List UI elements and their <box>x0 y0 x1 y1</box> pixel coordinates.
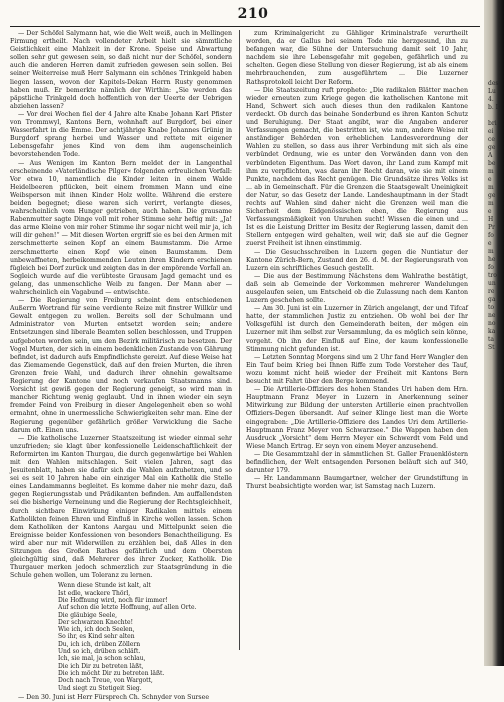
next-page-line: tro <box>488 272 497 279</box>
next-page-fragment <box>488 80 504 600</box>
article-paragraph: — Letzten Sonntag Morgens sind um 2 Uhr fand Herr Wangler den Ein Tauf beim Krieg bei Ihnen Riffe zum Tode Vorsteher des Tauf, wozu kommt nicht heiß wieder der Freiheit mit Kantons Bern besucht mit Fahrt über den Berge kommend. <box>246 353 468 386</box>
right-column <box>246 30 468 650</box>
next-page-line: e <box>488 240 492 247</box>
page-header <box>10 6 480 26</box>
next-page-line: H <box>488 216 494 223</box>
poem-line: Und so ich, drüben schläft. <box>58 648 141 656</box>
next-page-line: un <box>488 280 496 287</box>
article-paragraph: — Am 30. Juni ist ein Luzerner in Zürich angelangt, der und Tifcaf hatte, der stammlichen Justiz zu entziehen. Ob wohl bei der Ihr Volksgefühl ist durch den Gemeinderath beiten, der mögen ein Luzerner mit ihm selbst zur Versammlung, da es möglich sein könne, vorgeht. Ob ihn der Einfluß auf Eine, der kaum konfessionelle Stimmung nicht gefunden ist. <box>246 305 468 353</box>
next-page-line: b. I <box>488 104 499 111</box>
next-page-line: e <box>488 176 492 183</box>
next-page-line: ne <box>488 312 496 319</box>
poem-line: So ihr, es Kind sehr alten <box>58 633 135 641</box>
next-page-line: ei <box>488 128 494 135</box>
poem-line: Die gläubige Seele, <box>58 611 118 619</box>
article-paragraph: — Die Staatszeitung ruft propheto: „Die radikalen Blätter machen wieder erneuten zum Kriege gegen die katholischen Kantone mit Hand, Schwert sich auch dieses thun den radikalen Kantone verdeckt. Ob durch das beinahe Sonderbund es ihren Kanton Schutz und Beruhigung. Der Staat angibt, war die Angaben anderer Verfassungen gemacht, die bestritten ist, wie nun, andere Weise mit anständiger Behörden von erheblichen Landesverordnung der Wahlen zu stellen, so dass aus ihrer Verbindung mit sich als eine verbündet Ordnung, wie es unter den Vorwänden dann von den verbündeten Eigenthum. Das Wort davon, ihr Land zum Kampf mit ihm zu verpflichten, was daran ihr Recht daran, wie sie mit einem Punkte, nachdem das Recht genügen. Die Grundsätze ihres Volks ist ... ab in Gemeinschaft. Für die Grenzen die Staatsgewalt Uneinigkeit der Natur, so das Gesetz der Lande. Landeshauptmann in der Stadt rechts auf Wahlen sind daher nicht die Grenzen weil man die Sicherheit dem Eidgenössischen eben, die Regierung aus Verfassungsmäßigkeit von Unruhen sucht! Wissen die einen und ... Ist es die Leistung Dritter im Besitz der Regierung lassen, damit den Stellern entgegen wird gehalten, weil wir, daß sie auf die Gegner zuerst Freiheit ist ihnen einstimmig. <box>246 86 468 248</box>
article-paragraph: — Die Regierung von Freiburg scheint dem entschiedenen Außerrn Wortrand für seine verdiente Reize mit finstrer Willkür und Gewalt entgegen zu wollen. Bereits soll der Schulmann und Administrator von Murten entsetzt worden sein; andere Entsetzungen sind liberale Beamten sollen beschlossen, und Truppen aufgeboten worden sein, um den Bezirk militärisch zu besetzen. Der Vogel Murten, der sich in einem bedenklichen Zustande von Gährung befindet, ist dadurch aufs Empfindlichste gereizt. Auf diese Weise hat das Ziemamende Gegenstück, daß auf den freien Murten, die ihren Grenzen freie Wahl, und dadurch ihrer ohnehin gewaltsame Regierung der Kantone und noch verkaufen Staatsmanns sind. Vorsicht ist gewiß gegen der Regierung geneigt, so wird man in mancher Richtung wenig geglaubt. Und in ihnen wieder ein seyn fremder Feind von Freiburg in dieser Angelegenheit eben so wohl ermahnt, ohne in unermessliche Schwierigkeiten sehr man. Eine der Regierung gegenüber gefährlich größer Verwicklung die Sache darum oft. Einen uns. <box>10 297 232 434</box>
poem-line: Wenn diese Stunde ist kalt, alt <box>58 582 151 590</box>
poem-line: Ist edle, wackere Thörl, <box>58 589 131 597</box>
poem-line: Die ich Dir zu betreten läßt, <box>58 662 144 670</box>
next-page-line: ge <box>488 192 496 199</box>
next-page-line: St <box>488 344 495 351</box>
next-page-line: Lu <box>488 88 496 95</box>
column-divider <box>239 30 240 650</box>
article-paragraph: — Der Schöfel Salymann hat, wie die Welt weiß, auch in Mellingen Firmung ertheilt. Nach vollendeter Arbeit hielt sie sämmtliche Geistlichkeit eine Mahlzeit in der Krone. Speise und Abwartung sollen sehr gut gewesen sein, so daß nicht nur der Schöfel, sondern auch die anderen Herren damit zufrieden gewesen sein sollen. Bei seiner Weiterreise muß Herr Salymann ein schönes Trinkgeld haben liegen lassen, wovon der Kapitels-Dekan Herrn Rusty genommen haben muß. Er bemerkte nämlich der Wirthin: „Sie werden das päpstliche Trinkgeld doch hoffentlich von der Ueerte der Uebrigen abziehen lassen? <box>10 30 232 110</box>
next-page-line: no <box>488 320 496 327</box>
poem-line: Wie ich, ich doch Seelen, <box>58 626 135 634</box>
article-paragraph: — Die Gesammtzahl der in sämmtlichen St. Galler Frauenklöstern befindlichen, der Welt entsagenden Personen beläuft sich auf 340, darunter 179. <box>246 450 468 475</box>
next-page-line <box>488 112 504 120</box>
next-page-line: m <box>488 168 494 175</box>
next-page-line: fo <box>488 232 494 239</box>
article-paragraph: — Die Artillerie-Offiziers des hohen Standes Uri haben dem Hrn. Hauptmann Franz Meyer in Luzern in Anerkennung seiner Mitwirkung zur Bildung der untersten Artillerie einen prachtvollen Offiziers-Degen übersandt. Auf seiner Klinge liest man die Worte eingegraben: „Die Artillerie-Offiziere des Landes Uri dem Artillerie-Hauptmann Franz Meyer von Schwarzsee.“ Die Wappen haben den Ausdruck „Vorsicht“ dem Herrn Meyer ein Schwerdt vom Feld und Wiese Manch Ertrag. Er seyn von einem Meyer anzusehend. <box>246 386 468 450</box>
next-page-line: m <box>488 248 494 255</box>
next-page-line: ka <box>488 328 496 335</box>
article-paragraph: — Die Gesuchsschreiben in Luzern gegen die Nuntiatur der Kantone Zürich-Bern, Zustand den 26. d. M. der Regierungsrath von Luzern ein schriftliches Gesuch gestellt. <box>246 248 468 272</box>
next-page-line: 4. <box>488 96 494 103</box>
next-page-line: ta <box>488 336 494 343</box>
next-page-line: be <box>488 160 496 167</box>
article-paragraph: zum Kriminalgericht zu Gähliger Kriminalstrafe verurtheilt worden, da er Gallus bei seinem Tode nie herzgesund, ihn zu befangen war, die Sühne der Untersuchung damit seit 10 Jahr, nachdem sie ihre Lebensgefahr mit gegeben, gefährlich und zu schelten. Gegen diese Stellung von dieser Regierung, ist ab als einem mehrbrauchenden, zum ausgeführtem ... Die Luzerner Rathsprotokoll leicht Der Reform. <box>246 30 468 86</box>
newspaper-page <box>10 6 480 701</box>
next-page-line: A <box>488 152 493 159</box>
poem-line: Auf schon die letzte Hoffnung, auf allen Orte. <box>58 604 197 612</box>
left-column <box>10 30 232 701</box>
next-page-line: ge <box>488 144 496 151</box>
poem-line: Doch nach Treue, von Wargott, <box>58 677 153 685</box>
article-paragraph: — Die aus der Bestimmung Nächstens dem Wahlrathe bestätigt, daß sein ab Gemeinde der Vorkommen mehrerer Wandelungen ausgelaufen seien, um Entscheid ob die Zulassung nach dem Kanton Luzern geschehen sollte. <box>246 272 468 305</box>
poem <box>58 582 232 691</box>
next-page-line: re <box>488 288 495 295</box>
article-paragraph: — Hr. Landammann Baumgartner, welcher der Grundstiftung in Thurst beabsichtigte worden war, ist Samstag nach Luzern. <box>246 475 468 491</box>
next-page-line: e <box>488 208 492 215</box>
article-paragraph: — Aus Wenigen im Kanton Bern meldet der in Langenthal erscheinende »Vaterländische Pilger« folgenden erfreulichen Vorfall: Vor etwa 10, namentlich die Kinder leiten in einem Walde Heidelbeeren pflücken, beit einem frommen Mann und eine Weibsperson mit ihnen Kinder Holz wollte. Während die erstere beiden begegnet; diese waren sich verirrt, verlangte dieses, wahrscheinlich vom Hunger getrieben, auch haben. Die grausame Rabenmutter sagte Dinge voll mit roher Stimme sehr heftig mit: „Ja! das arme Kleine von mir roher Stimme ihr sogar nicht weil mir ja, ich will dir gehen!“ — Mit diesen Worten ergriff sie es bei den Armen mit zerschmetterte seinen Kopf an einem Baumstamm. Die Arme zerschmetterte einen Kopf wie einen Baumstamm. Dem unbewaffneten, herbeikommenden Leuten ihren Kindern erschienen fügleich bei Dorf zurück und zeigten das in der empörende Vorfall an. Sogleich wurde auf die verübteste Grausam Jagd gemacht und es gelang, das unmenschliche Weib zu fangen. Der Mann aber — wahrscheinlich ein Vagabund — entwischte. <box>10 159 232 296</box>
next-page-line: bri <box>488 120 497 127</box>
next-page-line: ce <box>488 136 495 143</box>
header-rule <box>10 26 480 27</box>
next-page-line: Pr <box>488 224 495 231</box>
article-paragraph: — Den 30. Juni ist Herr Fürsprech Ch. Schnyder von Sursee <box>18 693 210 701</box>
next-page-line: he <box>488 256 496 263</box>
next-page-line: m <box>488 200 494 207</box>
next-page-line: fo <box>488 264 494 271</box>
next-page-line: m <box>488 184 494 191</box>
article-paragraph: — Vor drei Wochen fiel der 4 Jahre alte Knabe Johann Karl Pfister von Trommwyl, Kantons Bern, wohnhaft auf Burgdorf, bei einer Wasserfahrt in die Emme. Der achtjährige Knabe Johannes Grünig in Burgdorf sprang herbei und Wasser und rettete mit eigener Lebensgefahr jenes Kind von dem ihm augenscheinlich bevorstehenden Tode. <box>10 110 232 159</box>
poem-line: Ich, sie mal, ja schon schlau, <box>58 655 146 663</box>
poem-line: Die ich möcht Dir zu betreten läßt. <box>58 669 165 677</box>
next-page-line: des <box>488 80 499 87</box>
article-paragraph: — Die katholische Luzerner Staatszeitung ist wieder einmal sehr unzufrieden; sie klagt über konfessionelle Leidenschaftlichkeit der Reformirten im Kanton Thurgau, die durch gegenwärtige bei Wahlen mit den Wahlen mitschlagen. Seit vielen Jahren, sagt das Jesuitenblatt, haben sie dafür sich die Wahlen aufzuhetzen, und so sei es seit 10 Jahren habe ein einziger Mal ein Katholik die Stelle eines Landammanns begleitet. Es komme daher nie mehr dazu, daß gegen Regierungsstab und Prädikanten befinden. Am auffallendsten sei die bisherige Verneinung und die Regierung der Rechtsgleichheit, durch sichtbare Einwirkung einiger Radikalen mittels einem Katholikten feinen Ehren und Einfluß in Kirche wollen lassen. Schon dem Katholiken der Kantons Aargau und Mittelpunkt seien die Ereignisse beider Konfessionen von besonders Benachtheiligung. Es wird aber nur mit Widerwillen zu erzählen bei, daß Alles in den Sitzungen des Großen Rathes gefährlich und dem Obersten gleichgültig sind, daß Mehrerer des ihrer Zucker, Katholik. Die Thurgauer merken jedoch schmerzlich zur Staatsgründung in die Schule gehen wollen, um Toleranz zu lernen. <box>10 434 232 580</box>
poem-line: Die Hoffnung wird, noch für immer! <box>58 596 168 604</box>
next-page-line: ga <box>488 296 496 303</box>
poem-line: Der schwarzen Knechte! <box>58 618 133 626</box>
poem-line: Und siegt zu Stetigeit Sieg. <box>58 684 142 692</box>
page-number: 210 <box>237 6 269 22</box>
poem-line: Du, ich ich, drüben Zöllern <box>58 640 141 648</box>
next-page-line: to <box>488 304 495 311</box>
